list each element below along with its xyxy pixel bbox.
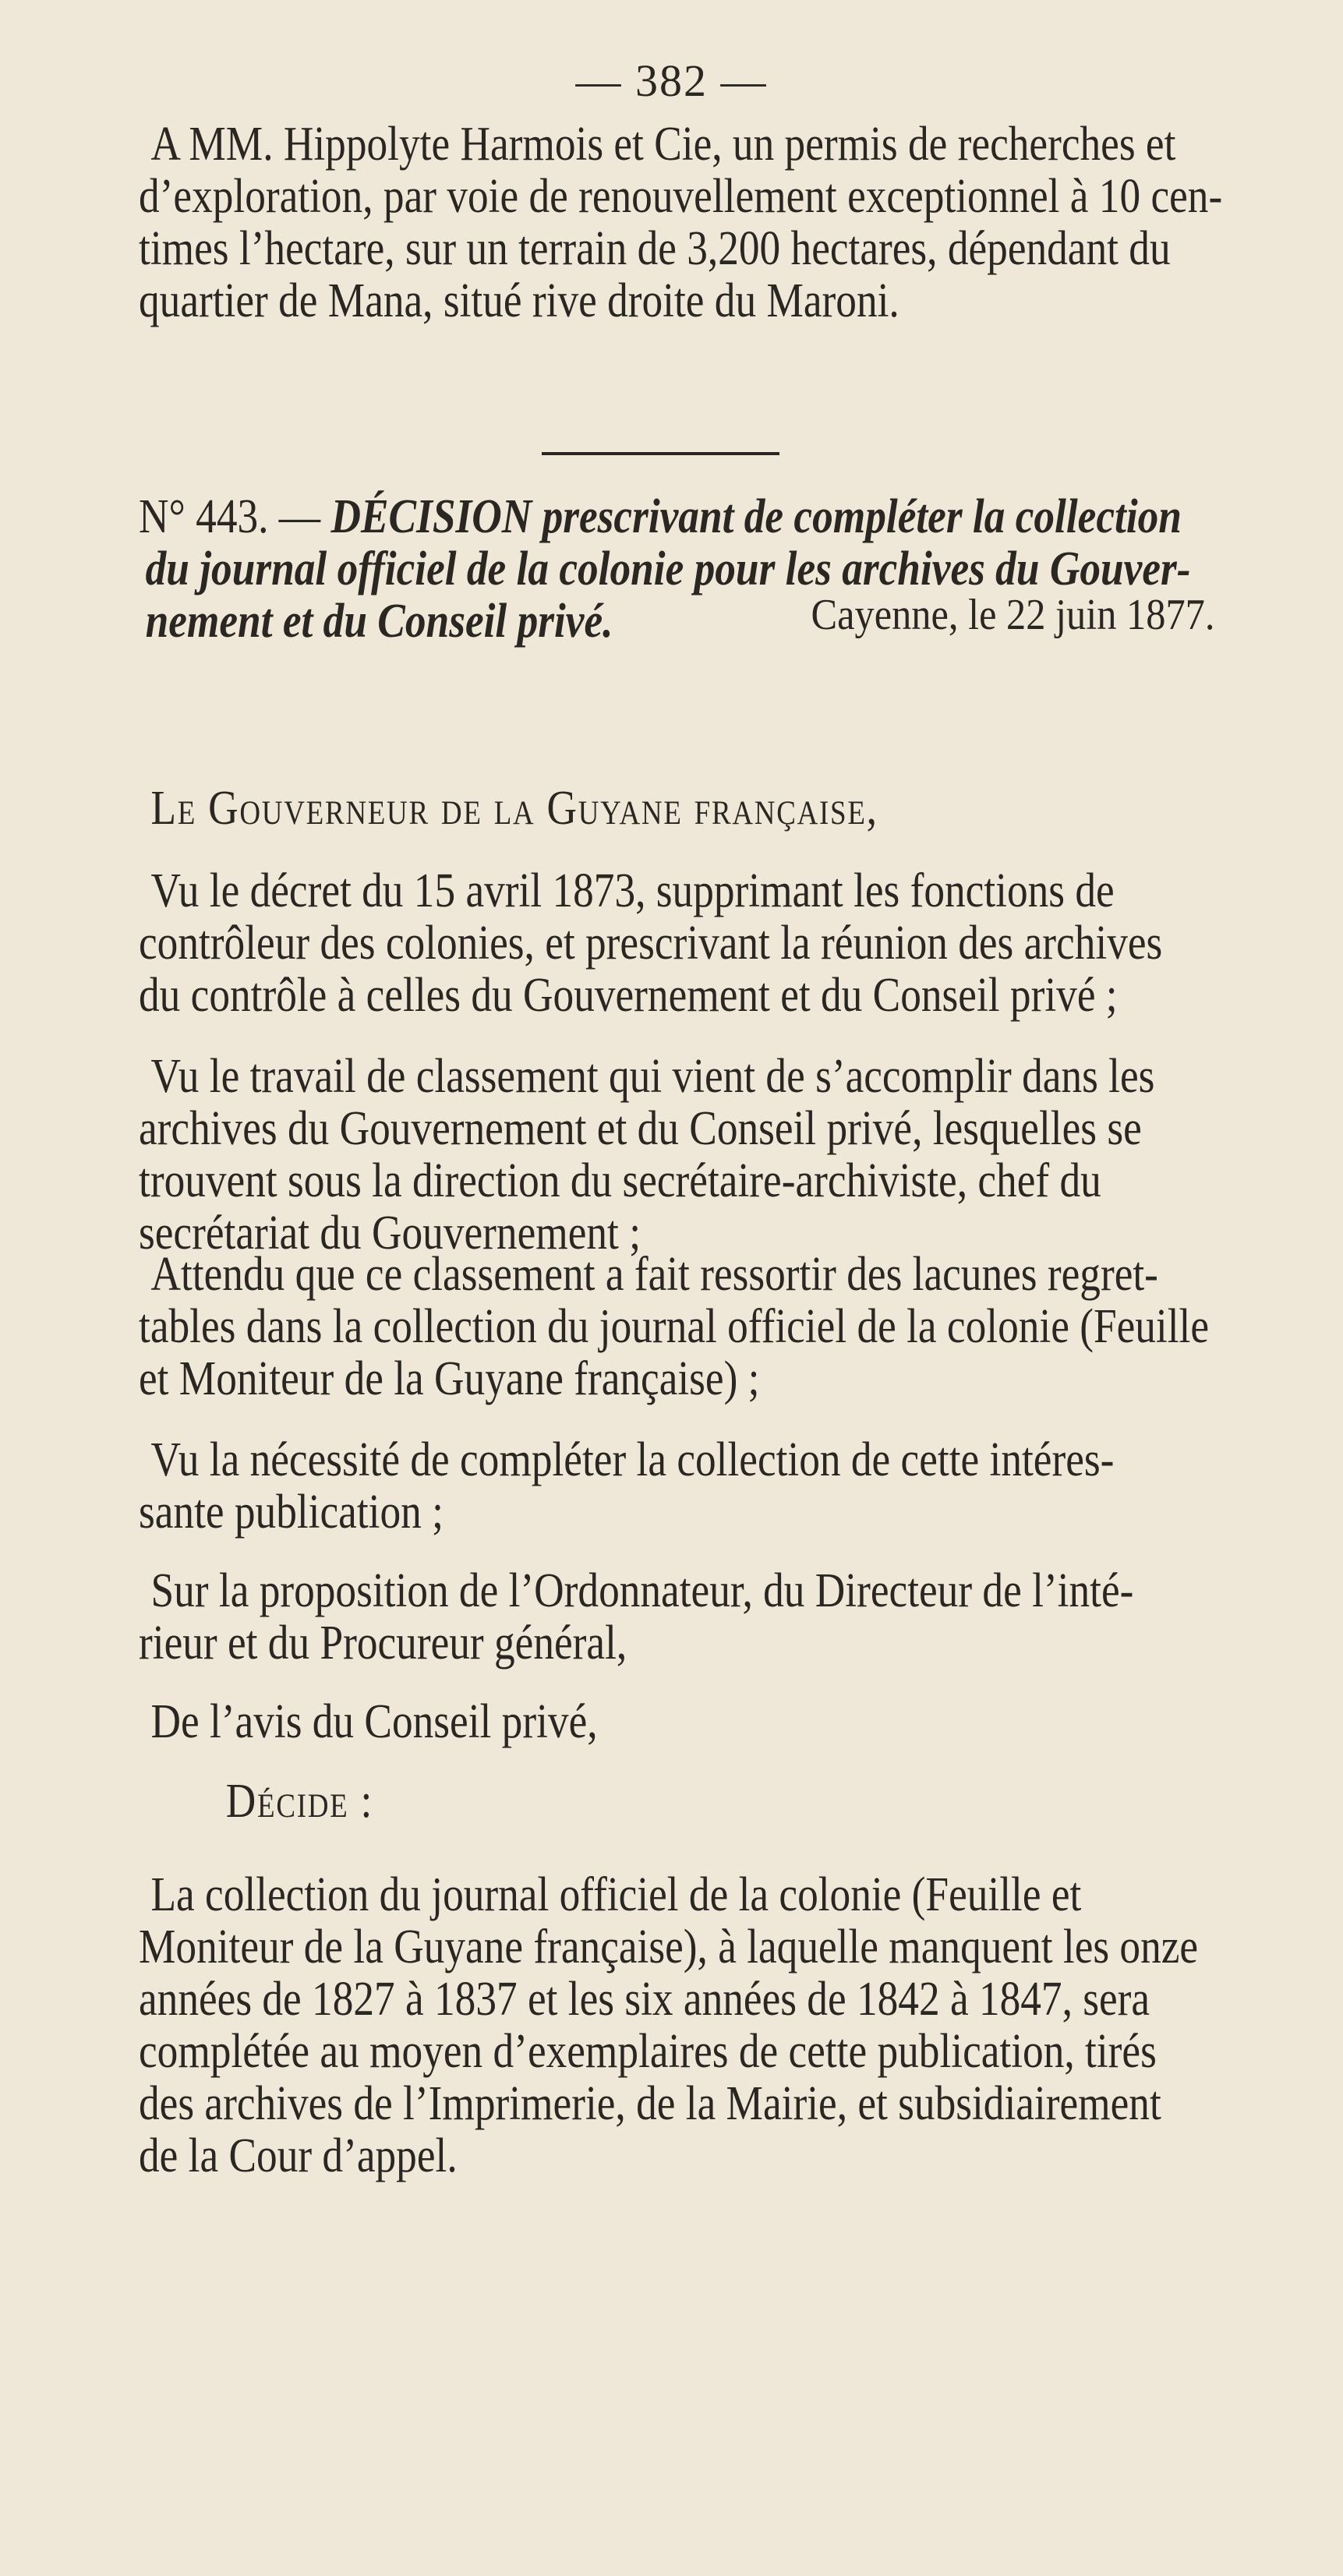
paragraph-avis bbox=[139, 1696, 1246, 1748]
text-line: et Moniteur de la Guyane française) ; bbox=[139, 1352, 760, 1405]
decision-title-line: nement et du Conseil privé. bbox=[145, 595, 613, 648]
decision-number: N° 443. — bbox=[139, 490, 321, 543]
text-line: quartier de Mana, situé rive droite du Maroni. bbox=[139, 274, 899, 327]
text-line: Attendu que ce classement a fait ressortir des lacunes regret- bbox=[150, 1248, 1158, 1301]
text-line: secrétariat du Gouvernement ; bbox=[139, 1207, 641, 1260]
text-line: Sur la proposition de l’Ordonnateur, du Directeur de l’inté- bbox=[150, 1564, 1134, 1617]
text-line: Vu le décret du 15 avril 1873, supprimant les fonctions de bbox=[150, 864, 1115, 917]
page-number: — 382 — bbox=[575, 55, 768, 106]
paragraph-vu-travail bbox=[139, 1051, 1246, 1260]
governor-heading bbox=[139, 783, 1246, 835]
paragraph-attendu bbox=[139, 1249, 1246, 1405]
text-line: A MM. Hippolyte Harmois et Cie, un permis de recherches et bbox=[150, 118, 1176, 171]
text-line: contrôleur des colonies, et prescrivant la réunion des archives bbox=[139, 917, 1163, 970]
text-line: trouvent sous la direction du secrétaire-archiviste, chef du bbox=[139, 1154, 1101, 1207]
section-divider bbox=[542, 452, 779, 455]
text-line: années de 1827 à 1837 et les six années de 1842 à 1847, sera bbox=[139, 1973, 1150, 2026]
text-line: archives du Gouvernement et du Conseil privé, lesquelles se bbox=[139, 1102, 1142, 1155]
text-line: Moniteur de la Guyane française), à laquelle manquent les onze bbox=[139, 1921, 1199, 1974]
text-line: des archives de l’Imprimerie, de la Mairie, et subsidiairement bbox=[139, 2077, 1161, 2130]
dateline: Cayenne, le 22 juin 1877. bbox=[811, 591, 1214, 639]
text-line: De l’avis du Conseil privé, bbox=[150, 1695, 598, 1748]
paragraph-final bbox=[139, 1869, 1246, 2182]
governor-line-text: Le Gouverneur de la Guyane française, bbox=[150, 782, 878, 835]
decision-title-line bbox=[139, 490, 1182, 543]
paragraph-proposition bbox=[139, 1565, 1246, 1670]
text-line: La collection du journal officiel de la colonie (Feuille et bbox=[150, 1868, 1082, 1921]
text-line: times l’hectare, sur un terrain de 3,200 hectares, dépendant du bbox=[139, 222, 1171, 275]
text-line: sante publication ; bbox=[139, 1486, 444, 1539]
text-line: complétée au moyen d’exemplaires de cette publication, tirés bbox=[139, 2025, 1157, 2078]
decide-line bbox=[139, 1776, 1090, 1828]
decide-heading bbox=[139, 1776, 1246, 1828]
text-line: de la Cour d’appel. bbox=[139, 2129, 458, 2182]
decision-title-line: du journal officiel de la colonie pour les archives du Gouver- bbox=[145, 542, 1191, 595]
text-line: tables dans la collection du journal officiel de la colonie (Feuille bbox=[139, 1300, 1210, 1353]
decision-title-first: DÉCISION prescrivant de compléter la collection bbox=[330, 490, 1182, 543]
text-line: Vu le travail de classement qui vient de s’accomplir dans les bbox=[150, 1050, 1155, 1103]
decide-text: Décide : bbox=[225, 1775, 374, 1828]
paragraph-vu-necessite bbox=[139, 1434, 1246, 1539]
text-line: d’exploration, par voie de renouvellement exceptionnel à 10 cen- bbox=[139, 170, 1223, 223]
intro-paragraph bbox=[139, 118, 1246, 327]
text-line: Vu la nécessité de compléter la collection de cette intéres- bbox=[150, 1433, 1115, 1486]
paragraph-vu-decret bbox=[139, 865, 1246, 1022]
governor-line bbox=[139, 783, 1090, 835]
text-line: du contrôle à celles du Gouvernement et du Conseil privé ; bbox=[139, 969, 1118, 1022]
text-line: rieur et du Procureur général, bbox=[139, 1617, 627, 1670]
